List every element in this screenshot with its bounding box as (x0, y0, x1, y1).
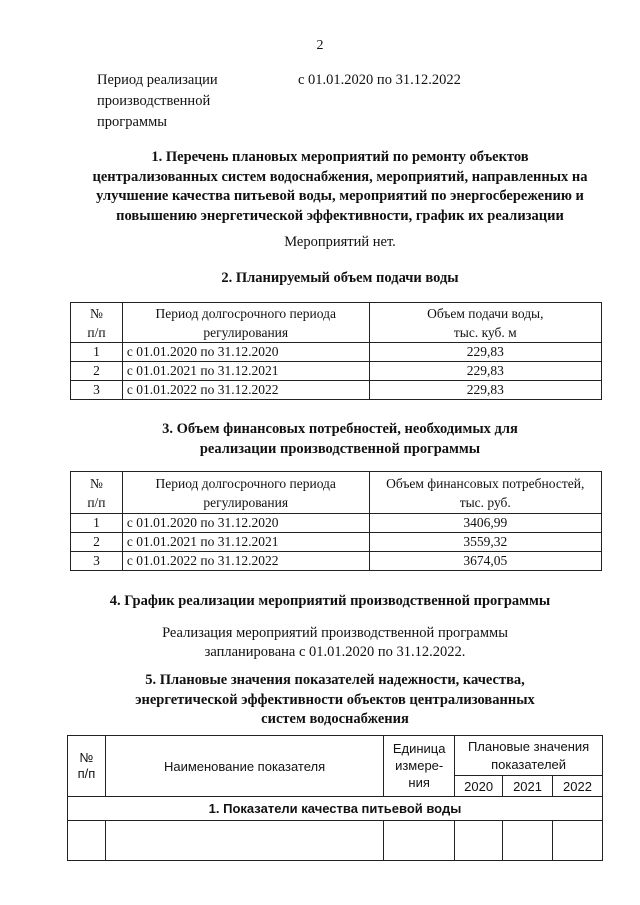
header-year: 2021 (503, 776, 553, 797)
row-num: 1 (71, 514, 123, 533)
header-period (122, 303, 369, 343)
section5-title (35, 671, 635, 730)
period-label (97, 70, 277, 133)
header-line: Период долгосрочного периода (155, 305, 336, 321)
header-planned-values (455, 736, 603, 776)
row-period: с 01.01.2021 по 31.12.2021 (122, 362, 369, 381)
table-header-row (71, 472, 602, 514)
section1-title-line: 1. Перечень плановых мероприятий по ремонту объектов (151, 149, 529, 165)
header-line: п/п (87, 494, 106, 510)
header-line: ния (408, 775, 430, 790)
header-line: тыс. куб. м (453, 324, 517, 340)
row-cell (553, 821, 603, 861)
header-line: измере- (395, 758, 444, 773)
section1-title-line: повышению энергетической эффективности, график их реализации (116, 207, 564, 224)
water-supply-table (70, 302, 602, 400)
section4-text-line: Реализация мероприятий производственной программы (162, 625, 508, 641)
row-num: 2 (71, 362, 123, 381)
section5-title-line: систем водоснабжения (261, 711, 409, 727)
header-volume (369, 303, 601, 343)
section3-title-line: реализации производственной программы (199, 440, 481, 457)
row-value: 229,83 (369, 362, 601, 381)
section1-text: Мероприятий нет. (284, 234, 396, 250)
row-value: 229,83 (369, 381, 601, 400)
header-num (71, 303, 123, 343)
header-line: регулирования (203, 324, 289, 340)
header-year: 2022 (553, 776, 603, 797)
row-period: с 01.01.2020 по 31.12.2020 (122, 343, 369, 362)
header-line: Плановые значения (467, 738, 590, 754)
row-num: 2 (71, 533, 123, 552)
table-row (71, 533, 602, 552)
header-line: № (89, 475, 103, 491)
table-row (71, 381, 602, 400)
period-label-line: программы (97, 114, 167, 130)
row-num: 3 (71, 381, 123, 400)
row-value: 229,83 (369, 343, 601, 362)
period-value: с 01.01.2020 по 31.12.2022 (298, 72, 461, 88)
section4-text (35, 624, 635, 662)
header-line: № (79, 750, 94, 765)
row-cell (455, 821, 503, 861)
section1-title (40, 148, 640, 226)
table-header-row (71, 303, 602, 343)
section4-title: 4. График реализации мероприятий производственной программы (109, 593, 551, 609)
page-number: 2 (316, 38, 324, 53)
header-period (122, 472, 369, 514)
section3-title (40, 420, 640, 459)
header-num (68, 736, 106, 797)
row-value: 3406,99 (369, 514, 601, 533)
row-cell (384, 821, 455, 861)
section3-title-line: 3. Объем финансовых потребностей, необходимых для (162, 421, 518, 437)
row-cell (68, 821, 106, 861)
row-num: 3 (71, 552, 123, 571)
header-line: Объем финансовых потребностей, (386, 475, 585, 491)
section5-title-line: энергетической эффективности объектов централизованных (135, 691, 535, 708)
period-label-line: производственной (97, 93, 211, 109)
table-row (68, 821, 603, 861)
header-indicator-name: Наименование показателя (105, 736, 383, 797)
row-period: с 01.01.2022 по 31.12.2022 (122, 552, 369, 571)
row-period: с 01.01.2020 по 31.12.2020 (122, 514, 369, 533)
header-num (71, 472, 123, 514)
row-num: 1 (71, 343, 123, 362)
subheader-water-quality: 1. Показатели качества питьевой воды (68, 797, 603, 821)
table-row (71, 343, 602, 362)
row-cell (105, 821, 383, 861)
header-line: Объем подачи воды, (427, 305, 544, 321)
table-row (71, 362, 602, 381)
row-value: 3674,05 (369, 552, 601, 571)
header-unit (384, 736, 455, 797)
table-subheader-row (68, 797, 603, 821)
header-line: п/п (77, 766, 96, 781)
section5-title-line: 5. Плановые значения показателей надежности, качества, (145, 672, 525, 688)
period-label-line: Период реализации (97, 72, 218, 88)
table-row (71, 514, 602, 533)
section1-title-line: улучшение качества питьевой воды, мероприятий по энергосбережению и (96, 188, 584, 204)
header-line: регулирования (203, 494, 289, 510)
header-line: Единица (392, 741, 446, 756)
section4-text-line: запланирована с 01.01.2020 по 31.12.2022. (204, 644, 466, 660)
section1-title-line: централизованных систем водоснабжения, мероприятий, направленных на (92, 168, 588, 185)
row-period: с 01.01.2022 по 31.12.2022 (122, 381, 369, 400)
section2-title: 2. Планируемый объем подачи воды (221, 270, 459, 286)
header-line: № (90, 305, 103, 321)
header-line: п/п (87, 324, 106, 340)
table-header-row (68, 736, 603, 776)
header-line: Период долгосрочного периода (155, 475, 336, 491)
row-period: с 01.01.2021 по 31.12.2021 (122, 533, 369, 552)
header-year: 2020 (455, 776, 503, 797)
financial-needs-table (70, 471, 602, 571)
table-row (71, 552, 602, 571)
row-cell (503, 821, 553, 861)
header-line: показателей (491, 756, 567, 772)
row-value: 3559,32 (369, 533, 601, 552)
header-financial (369, 472, 601, 514)
header-line: тыс. руб. (459, 494, 511, 510)
indicators-table (67, 735, 603, 861)
